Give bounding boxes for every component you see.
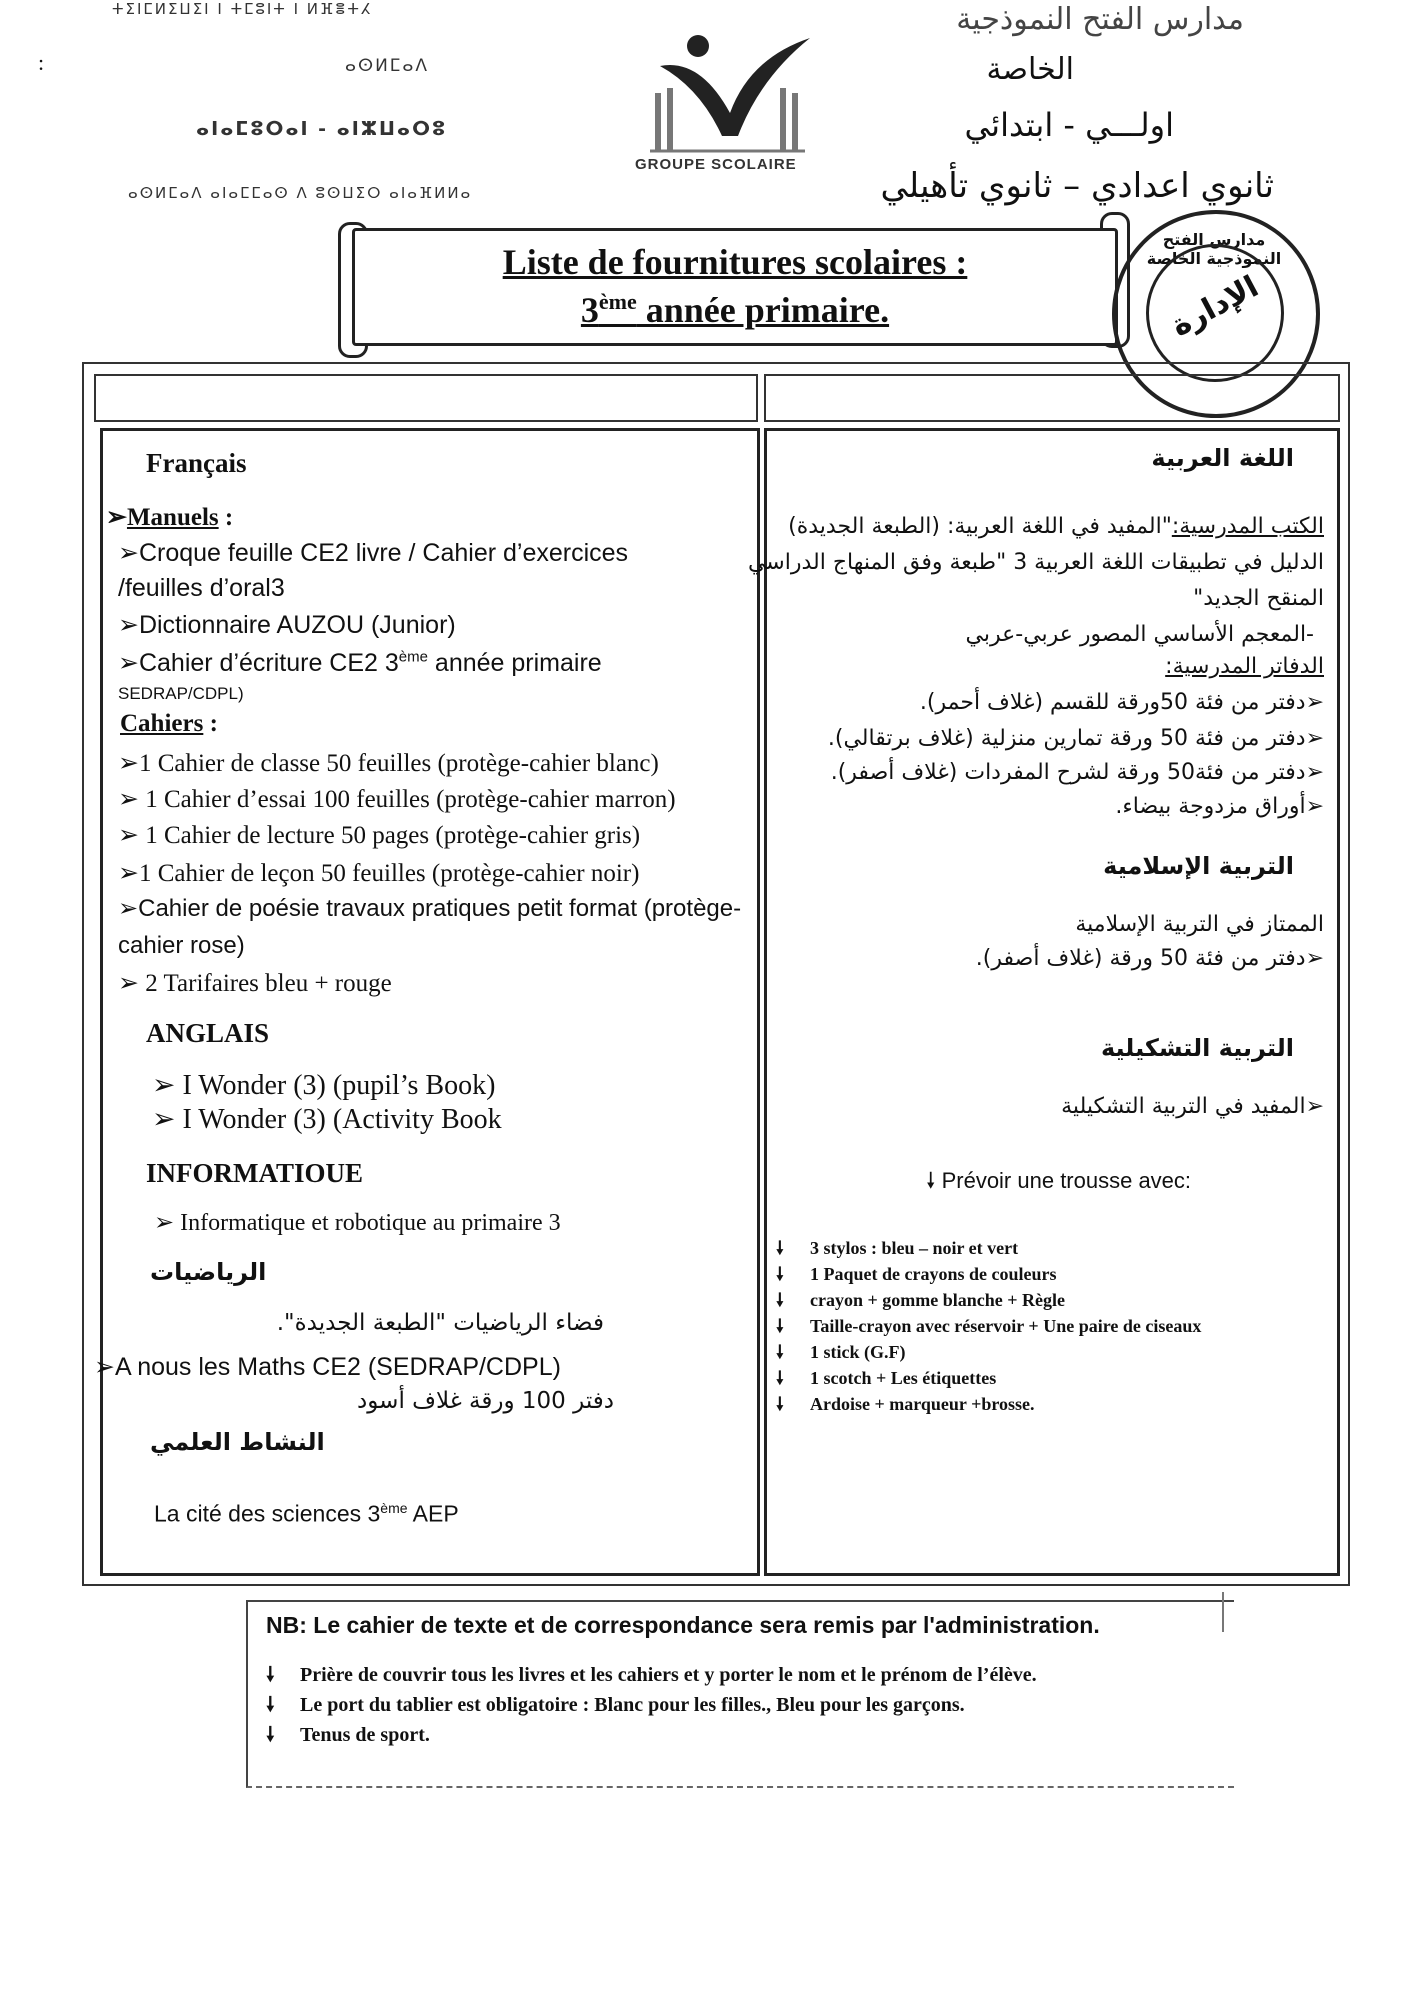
heading-art: التربية التشكيلية (1100, 1034, 1294, 1062)
letterhead-arabic-line4: ثانوي اعدادي – ثانوي تأهيلي (880, 166, 1274, 206)
letterhead-tifinagh-line4: ⴰⵙⵍⵎⴰⴷ ⴰⵏⴰⵎⵎⴰⵙ ⴷ ⵓⵙⵡⵉⵔ ⴰⵏⴰⴼⵍⵍⴰ (128, 184, 473, 202)
list-item: 🠗 crayon + gomme blanche + Règle (776, 1290, 1065, 1311)
list-item: cahier rose) (118, 932, 245, 959)
list-item: 🠗 Le port du tablier est obligatoire : Blanc pour les filles., Bleu pour les garçons. (266, 1692, 965, 1716)
list-item: 🠗 Tenus de sport. (266, 1722, 430, 1746)
list-item: 🠗 3 stylos : bleu – noir et vert (776, 1238, 1019, 1259)
heading-manuels: ➢Manuels : (106, 504, 234, 531)
heading-cahiers: Cahiers : (120, 710, 218, 737)
title-box (352, 228, 1118, 346)
list-item: ➢ Informatique et robotique au primaire 3 (154, 1210, 561, 1236)
list-item: ➢دفتر من فئة50 ورقة لشرح المفردات (غلاف أصفر). (830, 760, 1324, 785)
list-item: La cité des sciences 3ème AEP (154, 1500, 459, 1527)
list-item: ➢أوراق مزدوجة بيضاء. (1115, 794, 1324, 819)
list-item: 🠗 1 scotch + Les étiquettes (776, 1368, 997, 1389)
list-item: -المعجم الأساسي المصور عربي-عربي (965, 622, 1314, 647)
heading-trousse: 🠗 Prévoir une trousse avec: (926, 1168, 1192, 1193)
list-item: ➢ I Wonder (3) (Activity Book (152, 1104, 502, 1135)
heading-islamic: التربية الإسلامية (1103, 852, 1294, 880)
list-item: فضاء الرياضيات "الطبعة الجديدة". (276, 1310, 604, 1336)
list-item: الكتب المدرسية:"المفيد في اللغة العربية: (الطبعة الجديدة) (788, 514, 1324, 539)
down-arrow-icon: 🠗 (926, 1168, 936, 1193)
list-item: /feuilles d’oral3 (118, 574, 285, 602)
stamp-outer-text: مدارس الفتح النموذجية الخاصة (1146, 230, 1282, 268)
list-item: ➢ 1 Cahier de lecture 50 pages (protège-cahier gris) (118, 822, 641, 849)
list-item: ➢دفتر من فئة 50 ورقة تمارين منزلية (غلاف برتقالي). (827, 726, 1324, 751)
page-subtitle: 3ème année primaire. (580, 289, 890, 330)
right-column-content (747, 428, 1334, 1570)
list-item: ➢Croque feuille CE2 livre / Cahier d’exercices (118, 539, 629, 567)
letterhead-tifinagh-line2: ⴰⵙⵍⵎⴰⴷ (345, 56, 429, 76)
margin-dots: : (38, 50, 45, 75)
letterhead-tifinagh-line3: ⴰⵏⴰⵎⵓⵔⴰⵏ - ⴰⵏⵣⵡⴰⵔⵓ (196, 118, 448, 140)
letterhead-arabic-line1: مدارس الفتح النموذجية (956, 2, 1244, 37)
stamp-inner-text: الإدارة (1165, 269, 1265, 344)
list-item: ➢1 Cahier de classe 50 feuilles (protège-cahier blanc) (118, 750, 659, 777)
list-item: ➢ 2 Tarifaires bleu + rouge (118, 970, 392, 997)
school-logo (630, 18, 840, 173)
footer-notes (246, 1600, 1234, 1788)
list-item: الدليل في تطبيقات اللغة العربية 3 "طبعة وفق المنهاج الدراسي (747, 550, 1324, 575)
letterhead-arabic-line2: الخاصة (986, 52, 1074, 87)
nb-note: NB: Le cahier de texte et de correspondance sera remis par l'administration. (266, 1612, 1100, 1638)
list-item: ➢A nous les Maths CE2 (SEDRAP/CDPL) (94, 1353, 561, 1381)
list-item: ➢المفيد في التربية التشكيلية (1061, 1094, 1324, 1119)
list-item: 🠗 1 Paquet de crayons de couleurs (776, 1264, 1057, 1285)
letterhead-tifinagh-line1: ⵜⵉⵏⵎⵍⵉⵡⵉⵏ ⵏ ⵜⵎⵓⵏⵜ ⵏ ⵍⴼⴻⵜⵃ (112, 0, 373, 18)
list-item: 🠗 Ardoise + marqueur +brosse. (776, 1394, 1035, 1415)
heading-informatique: INFORMATIOUE (146, 1158, 364, 1188)
list-item: الدفاتر المدرسية: (1165, 654, 1324, 679)
list-item: الممتاز في التربية الإسلامية (1075, 912, 1324, 937)
list-item: ➢دفتر من فئة 50ورقة للقسم (غلاف أحمر). (919, 690, 1324, 715)
list-item: SEDRAP/CDPL) (118, 684, 244, 703)
list-item: ➢Cahier d’écriture CE2 3ème année primaire (118, 648, 602, 677)
page-title: Liste de fournitures scolaires : (502, 242, 968, 282)
heading-maths: الرياضيات (150, 1258, 267, 1286)
list-item: ➢ 1 Cahier d’essai 100 feuilles (protège-cahier marron) (118, 786, 676, 813)
list-item: ➢Cahier de poésie travaux pratiques petit format (protège- (118, 895, 742, 922)
list-item: ➢دفتر من فئة 50 ورقة (غلاف أصفر). (975, 946, 1324, 971)
list-item: المنقح الجديد" (1193, 586, 1324, 611)
list-item: 🠗 Taille-crayon avec réservoir + Une paire de ciseaux (776, 1316, 1202, 1337)
heading-arabic: اللغة العربية (1151, 444, 1294, 472)
heading-francais: Français (146, 448, 247, 478)
footer-edge-mark (1222, 1592, 1224, 1632)
heading-science: النشاط العلمي (150, 1428, 325, 1456)
table-header-right (764, 374, 1340, 422)
logo-text: GROUPE SCOLAIRE (635, 156, 797, 173)
list-item: ➢Dictionnaire AUZOU (Junior) (118, 611, 456, 639)
list-item: 🠗 1 stick (G.F) (776, 1342, 906, 1363)
letterhead-arabic-line3: اولـــي - ابتدائي (964, 106, 1174, 144)
list-item: 🠗 Prière de couvrir tous les livres et les cahiers et y porter le nom et le prénom de l’élève. (266, 1662, 1037, 1686)
list-item: ➢1 Cahier de leçon 50 feuilles (protège-cahier noir) (118, 860, 640, 887)
logo-emblem-icon (630, 18, 840, 168)
list-item: ➢ I Wonder (3) (pupil’s Book) (152, 1070, 496, 1101)
list-item: دفتر 100 ورقة غلاف أسود (357, 1388, 614, 1414)
heading-anglais: ANGLAIS (146, 1018, 270, 1048)
table-header-left (94, 374, 758, 422)
left-column-content (94, 428, 754, 1570)
